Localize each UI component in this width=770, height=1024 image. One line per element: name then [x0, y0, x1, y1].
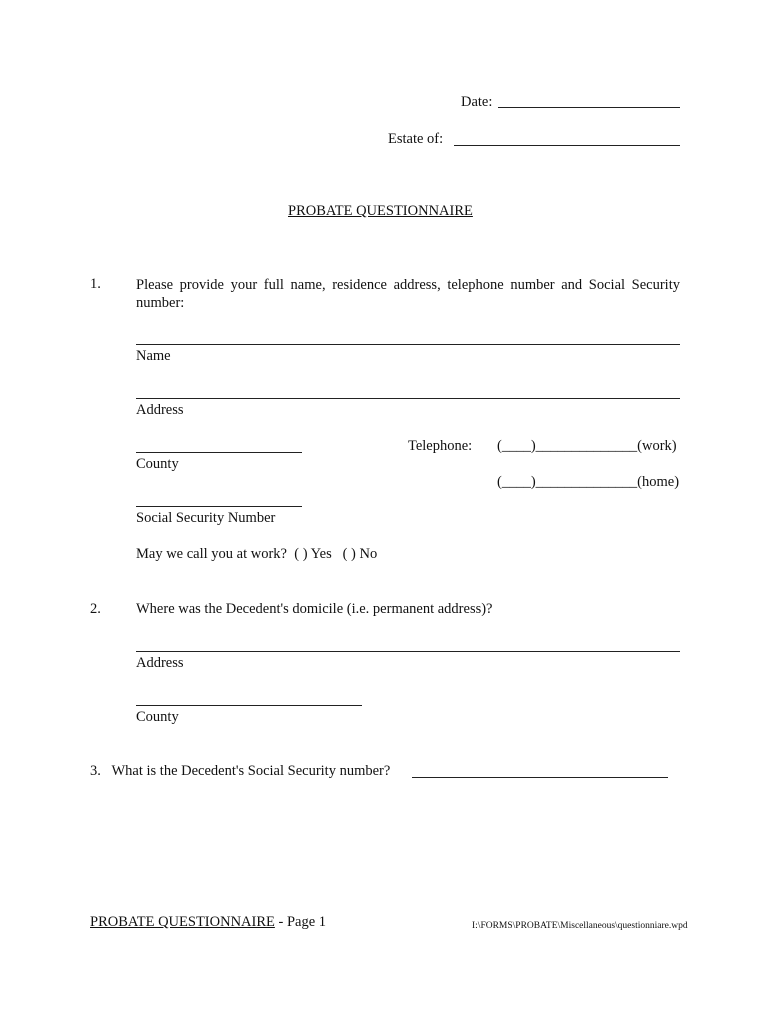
q1-address-field[interactable]: [136, 398, 680, 399]
phone-home-field[interactable]: (____)______________(home): [497, 474, 680, 490]
q2-county-field[interactable]: [136, 705, 362, 706]
q1-ssn-field[interactable]: [136, 506, 302, 507]
telephone-label: Telephone:: [408, 438, 473, 454]
date-label: Date:: [461, 94, 493, 110]
phone-work-field[interactable]: (____)______________(work): [497, 438, 677, 454]
q1-number: 1.: [90, 276, 101, 292]
q1-ssn-label: Social Security Number: [136, 510, 276, 526]
date-field[interactable]: [498, 107, 680, 108]
q2-address-label: Address: [136, 655, 184, 671]
q1-name-label: Name: [136, 348, 171, 364]
footer-page-label: [90, 914, 326, 931]
q3-text: 3. What is the Decedent's Social Security number?: [90, 763, 391, 779]
estate-label: Estate of:: [388, 131, 444, 147]
q2-address-field[interactable]: [136, 651, 680, 652]
page-title: PROBATE QUESTIONNAIRE: [288, 203, 473, 219]
q2-county-label: County: [136, 709, 179, 725]
q3-ssn-field[interactable]: [412, 777, 668, 778]
call-at-work-question[interactable]: May we call you at work? ( ) Yes ( ) No: [136, 546, 378, 562]
footer-title: PROBATE QUESTIONNAIRE: [90, 914, 275, 930]
footer-file-path: I:\FORMS\PROBATE\Miscellaneous\questionniare.wpd: [472, 921, 688, 931]
q1-county-label: County: [136, 456, 179, 472]
q1-address-label: Address: [136, 402, 184, 418]
q2-number: 2.: [90, 601, 101, 617]
footer-page-number: - Page 1: [274, 914, 327, 930]
estate-field[interactable]: [454, 145, 680, 146]
q1-text: Please provide your full name, residence address, telephone number and Social Security number:: [136, 277, 680, 311]
q1-county-field[interactable]: [136, 452, 302, 453]
q1-name-field[interactable]: [136, 344, 680, 345]
q2-text: Where was the Decedent's domicile (i.e. permanent address)?: [136, 601, 493, 617]
